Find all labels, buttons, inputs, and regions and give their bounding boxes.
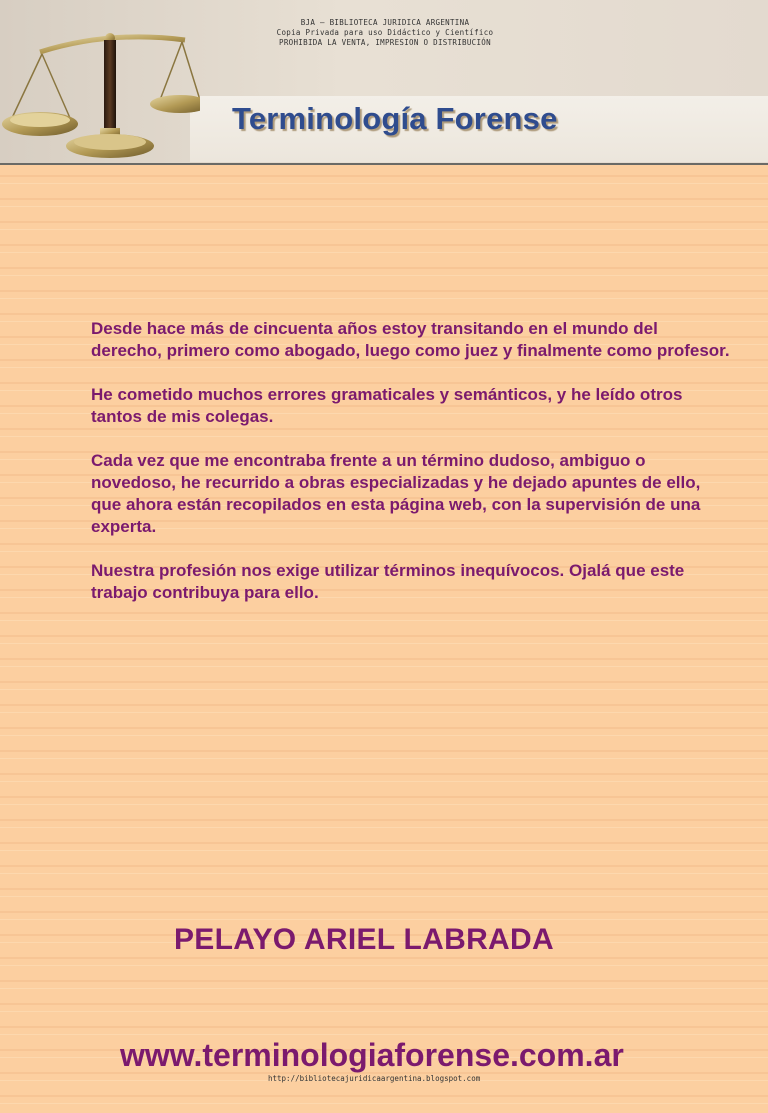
header-banner	[0, 0, 768, 165]
paragraph: He cometido muchos errores gramaticales y semánticos, y he leído otros tantos de mis colegas.	[91, 385, 683, 426]
watermark-line: Copia Privada para uso Didáctico y Científico	[276, 28, 494, 37]
watermark-line: BJA – BIBLIOTECA JURIDICA ARGENTINA	[300, 18, 470, 27]
intro-text	[91, 318, 731, 626]
scales-of-justice-icon	[0, 0, 200, 163]
watermark-line: PROHIBIDA LA VENTA, IMPRESION O DISTRIBUCIÓN	[279, 38, 491, 47]
footer-url[interactable]: http://bibliotecajuridicaargentina.blogspot.com	[268, 1074, 481, 1083]
website-link[interactable]: www.terminologiaforense.com.ar	[120, 1037, 624, 1073]
paragraph: Desde hace más de cincuenta años estoy transitando en el mundo del derecho, primero como abogado, luego como juez y finalmente como profesor.	[91, 319, 730, 360]
paragraph: Nuestra profesión nos exige utilizar términos inequívocos. Ojalá que este trabajo contribuya para ello.	[91, 561, 685, 602]
page-title: Terminología Forense	[232, 101, 558, 136]
paragraph: Cada vez que me encontraba frente a un término dudoso, ambiguo o novedoso, he recurrido a obras especializadas y he dejado apuntes de ello, que ahora están recopilados en esta página web, con la supervisión de una experta.	[91, 451, 701, 536]
copyright-watermark	[250, 18, 520, 48]
author-name: PELAYO ARIEL LABRADA	[174, 923, 554, 956]
